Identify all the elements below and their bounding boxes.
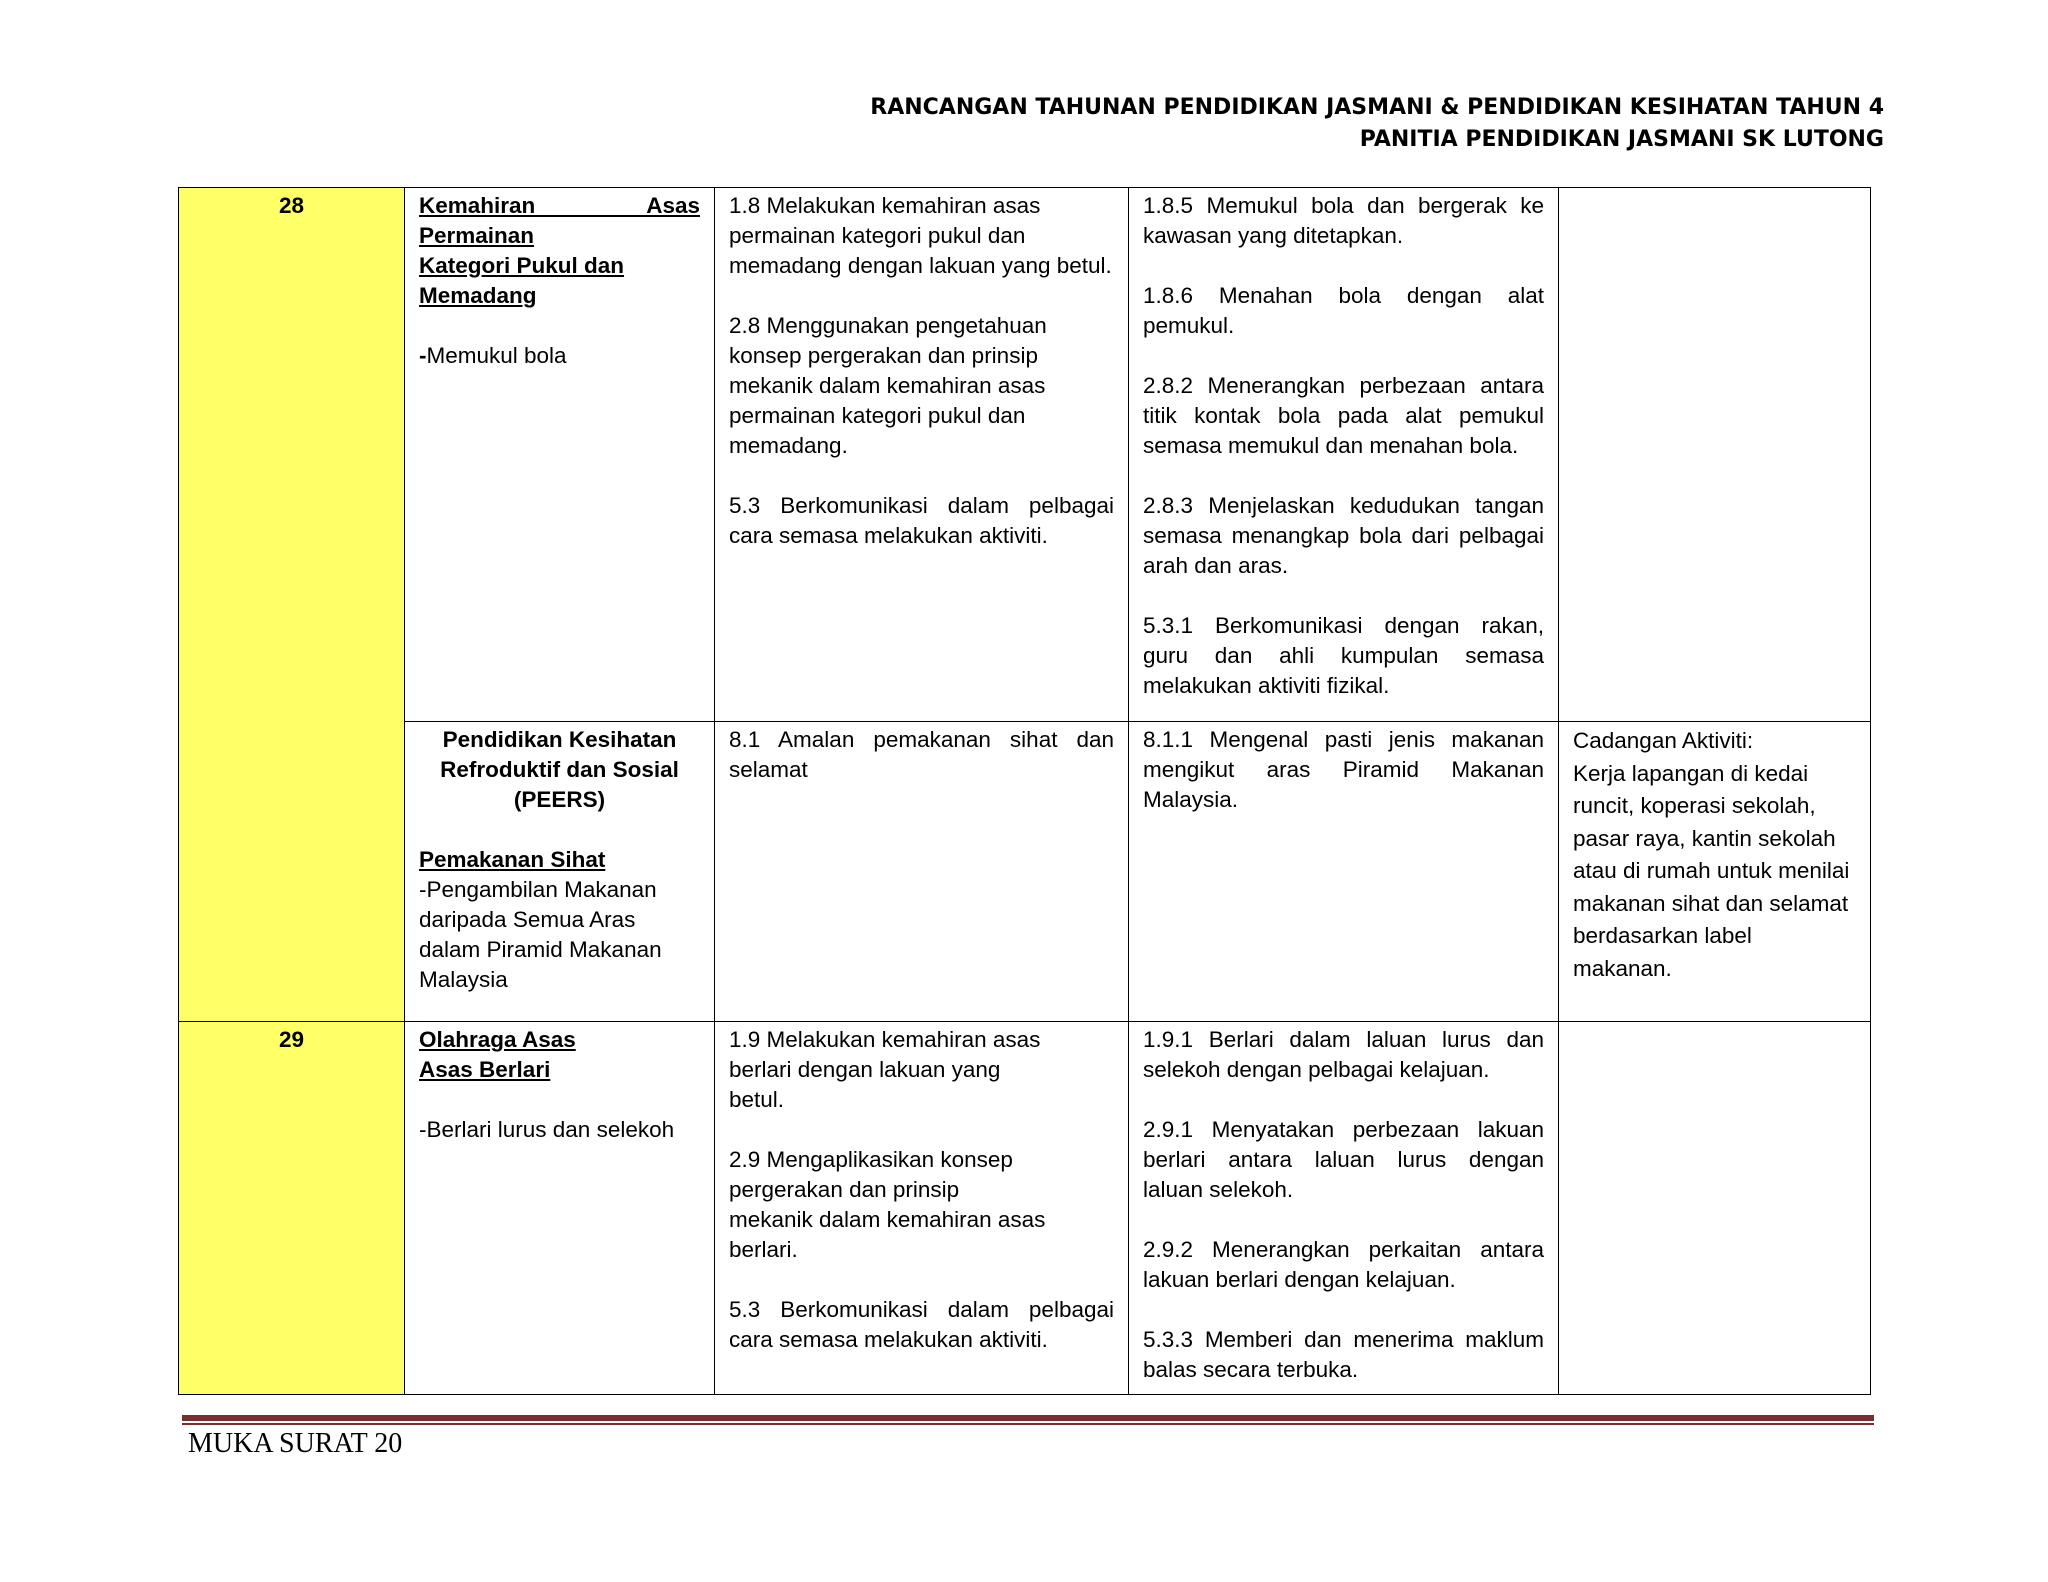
learning-standard: 1.9.1 Berlari dalam laluan lurus dan selekoh dengan pelbagai kelajuan. xyxy=(1143,1027,1544,1082)
topic-cell xyxy=(405,188,715,722)
learning-standard: 2.8.2 Menerangkan perbezaan antara titik kontak bola pada alat pemukul semasa memukul dan menahan bola. xyxy=(1143,373,1544,458)
footer-rule-thin xyxy=(182,1423,1874,1425)
topic-subtopic: -Memukul bola xyxy=(419,343,567,368)
topic-heading: Olahraga Asas xyxy=(419,1027,576,1052)
header-title: RANCANGAN TAHUNAN PENDIDIKAN JASMANI & PENDIDIKAN KESIHATAN TAHUN 4 xyxy=(870,95,1884,120)
notes-title: Cadangan Aktiviti: xyxy=(1573,728,1754,753)
topic-title: Refroduktif dan Sosial xyxy=(440,757,679,782)
notes-cell xyxy=(1559,188,1871,722)
notes-cell xyxy=(1559,722,1871,1022)
learning-standard: 2.9.2 Menerangkan perkaitan antara lakuan berlari dengan kelajuan. xyxy=(1143,1237,1544,1292)
topic-heading: Kemahiran Asas Permainan xyxy=(419,193,700,248)
learning-standard: 2.8.3 Menjelaskan kedudukan tangan semasa menangkap bola dari pelbagai arah dan aras. xyxy=(1143,493,1544,578)
table-row xyxy=(179,188,1871,722)
content-standard-cell xyxy=(715,722,1129,1022)
topic-heading: Kategori Pukul dan Memadang xyxy=(419,253,625,308)
week-number-cell xyxy=(179,188,405,1022)
week-number: 29 xyxy=(278,1027,305,1052)
topic-cell xyxy=(405,722,715,1022)
page-number: MUKA SURAT 20 xyxy=(188,1428,403,1459)
content-standard-cell xyxy=(715,188,1129,722)
table-row xyxy=(179,722,1871,1022)
week-number: 28 xyxy=(278,193,305,218)
learning-standard-cell xyxy=(1129,722,1559,1022)
learning-standard-cell xyxy=(1129,188,1559,722)
week-number-cell xyxy=(179,1022,405,1395)
topic-subtopic: -Berlari lurus dan selekoh xyxy=(419,1117,675,1142)
table-row xyxy=(179,1022,1871,1395)
topic-title: (PEERS) xyxy=(513,787,606,812)
topic-subtopic: -Pengambilan Makanan daripada Semua Aras dalam Piramid Makanan Malaysia xyxy=(419,877,662,992)
learning-standard-cell xyxy=(1129,1022,1559,1395)
learning-standard: 5.3.3 Memberi dan menerima maklum balas secara terbuka. xyxy=(1143,1327,1544,1382)
topic-heading: Pemakanan Sihat xyxy=(419,847,606,872)
header-subtitle: PANITIA PENDIDIKAN JASMANI SK LUTONG xyxy=(1359,127,1884,152)
content-standard: 1.8 Melakukan kemahiran asas permainan kategori pukul dan memadang dengan lakuan yang betul. xyxy=(729,193,1112,278)
learning-standard: 8.1.1 Mengenal pasti jenis makanan mengikut aras Piramid Makanan Malaysia. xyxy=(1143,727,1544,812)
learning-standard: 1.8.5 Memukul bola dan bergerak ke kawasan yang ditetapkan. xyxy=(1143,193,1544,248)
content-standard: 1.9 Melakukan kemahiran asas berlari dengan lakuan yang betul. xyxy=(729,1027,1041,1112)
annual-plan-table xyxy=(178,187,1871,1395)
content-standard: 2.8 Menggunakan pengetahuan konsep pergerakan dan prinsip mekanik dalam kemahiran asas permainan kategori pukul dan memadang. xyxy=(729,313,1047,458)
footer-rule-thick xyxy=(182,1415,1874,1421)
topic-cell xyxy=(405,1022,715,1395)
notes-text: Kerja lapangan di kedai runcit, koperasi sekolah, pasar raya, kantin sekolah atau di rumah untuk menilai makanan sihat dan selamat berdasarkan label makanan. xyxy=(1573,760,1850,981)
topic-title: Pendidikan Kesihatan xyxy=(442,727,677,752)
content-standard: 5.3 Berkomunikasi dalam pelbagai cara semasa melakukan aktiviti. xyxy=(729,1297,1114,1352)
content-standard-cell xyxy=(715,1022,1129,1395)
document-header xyxy=(870,92,1884,156)
content-standard: 2.9 Mengaplikasikan konsep pergerakan dan prinsip mekanik dalam kemahiran asas berlari. xyxy=(729,1147,1046,1262)
notes-cell xyxy=(1559,1022,1871,1395)
topic-heading: Asas Berlari xyxy=(419,1057,551,1082)
learning-standard: 2.9.1 Menyatakan perbezaan lakuan berlari antara laluan lurus dengan laluan selekoh. xyxy=(1143,1117,1544,1202)
content-standard: 8.1 Amalan pemakanan sihat dan selamat xyxy=(729,727,1114,782)
learning-standard: 1.8.6 Menahan bola dengan alat pemukul. xyxy=(1143,283,1544,338)
learning-standard: 5.3.1 Berkomunikasi dengan rakan, guru dan ahli kumpulan semasa melakukan aktiviti fizikal. xyxy=(1143,613,1544,698)
content-standard: 5.3 Berkomunikasi dalam pelbagai cara semasa melakukan aktiviti. xyxy=(729,493,1114,548)
